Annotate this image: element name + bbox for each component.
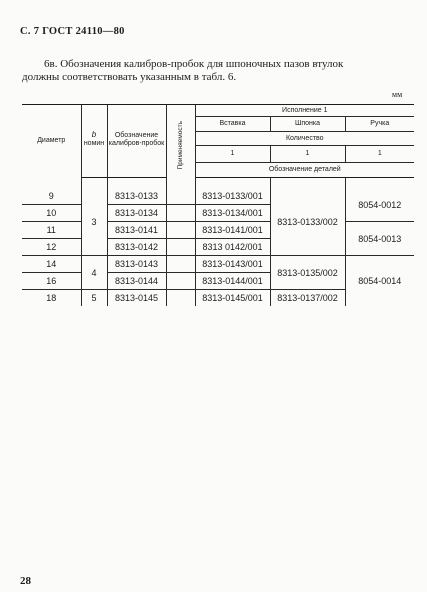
header-designation: Обозначение калибров-пробок [107, 117, 166, 163]
cell-key-group: 8313-0135/002 [270, 256, 345, 290]
cell-diameter: 12 [22, 239, 81, 256]
cell-designation: 8313-0145 [107, 290, 166, 307]
cell-designation: 8313-0144 [107, 273, 166, 290]
page-header: С. 7 ГОСТ 24110—80 [20, 26, 125, 37]
cell-key-group: 8313-0133/002 [270, 188, 345, 256]
cell-key-group: 8313-0137/002 [270, 290, 345, 307]
cell-designation: 8313-0143 [107, 256, 166, 273]
page-number: 28 [20, 575, 31, 587]
cell-designation: 8313-0134 [107, 205, 166, 222]
unit-label: мм [392, 90, 403, 99]
gauge-designation-table [22, 104, 414, 306]
cell-insert: 8313-0145/001 [195, 290, 270, 307]
cell-designation: 8313-0141 [107, 222, 166, 239]
header-key: Шпонка [270, 117, 345, 132]
cell-diameter: 16 [22, 273, 81, 290]
cell-b-group: 3 [81, 188, 107, 256]
cell-insert: 8313 0142/001 [195, 239, 270, 256]
cell-insert: 8313-0133/001 [195, 188, 270, 205]
header-qty-handle: 1 [345, 146, 414, 163]
cell-insert: 8313-0144/001 [195, 273, 270, 290]
header-execution: Исполнение 1 [195, 105, 414, 117]
cell-diameter: 18 [46, 293, 57, 303]
cell-designation: 8313-0133 [107, 188, 166, 205]
cell-handle-group: 8054-0012 [345, 188, 414, 222]
cell-diameter: 10 [22, 205, 81, 222]
table-row [22, 188, 414, 205]
cell-handle-group: 8054-0013 [345, 222, 414, 256]
cell-diameter: 11 [22, 222, 81, 239]
cell-designation: 8313-0142 [107, 239, 166, 256]
cell-insert: 8313-0143/001 [195, 256, 270, 273]
cell-diameter: 9 [22, 188, 81, 205]
header-diameter: Диаметр [22, 105, 81, 178]
header-b-nominal: b номин [81, 117, 107, 163]
cell-insert: 8313-0141/001 [195, 222, 270, 239]
header-applicability: Применяемость [166, 117, 195, 178]
table-row [22, 256, 414, 273]
header-insert: Вставка [195, 117, 270, 132]
cell-handle-group: 8054-0014 [345, 256, 414, 307]
header-handle: Ручка [345, 117, 414, 132]
cell-diameter: 14 [22, 256, 81, 273]
header-qty-insert: 1 [195, 146, 270, 163]
cell-b-group: 5 [81, 290, 107, 307]
paragraph-line-1: 6в. Обозначения калибров-пробок для шпоночных пазов втулок [44, 58, 344, 70]
table-row [22, 222, 414, 239]
cell-b-group: 4 [81, 256, 107, 290]
header-parts-designation: Обозначение деталей [195, 163, 414, 178]
paragraph-line-2: должны соответствовать указанным в табл. 6. [22, 71, 237, 83]
header-quantity: Количество [195, 132, 414, 146]
cell-insert: 8313-0134/001 [195, 205, 270, 222]
header-qty-key: 1 [270, 146, 345, 163]
